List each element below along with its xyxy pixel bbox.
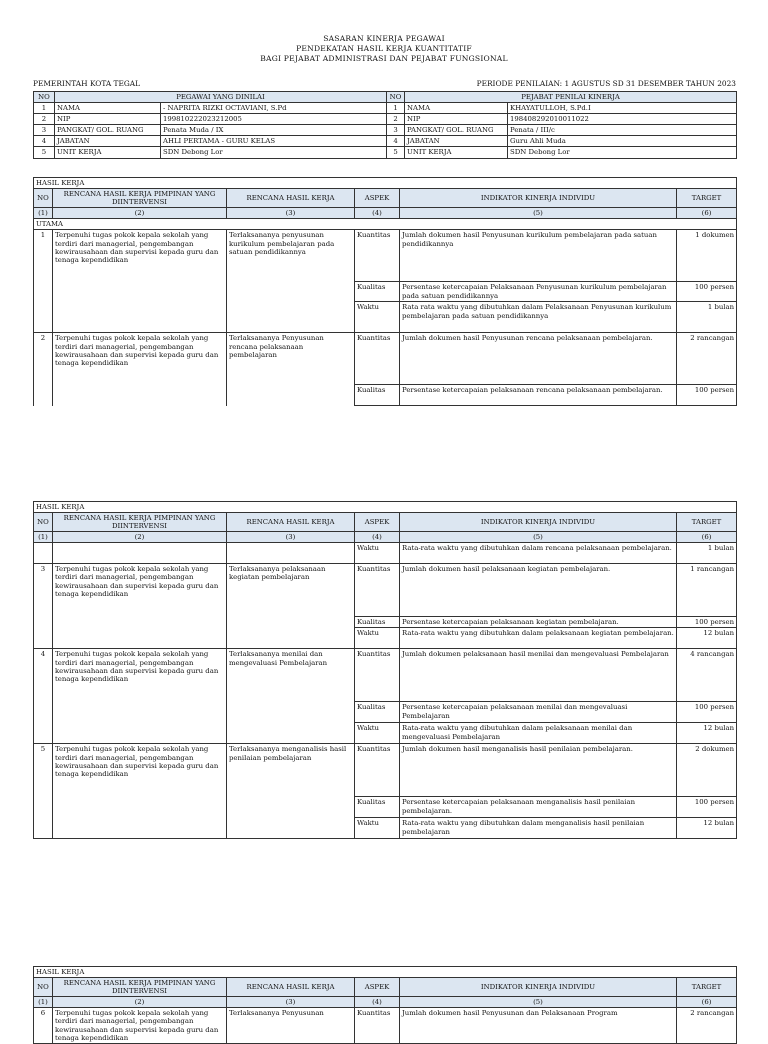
- dinilai-value: - NAPRITA RIZKI OCTAVIANI, S.Pd: [161, 103, 387, 114]
- item-no: 5: [34, 744, 53, 839]
- col-indikator: INDIKATOR KINERJA INDIVIDU: [400, 978, 677, 997]
- row-label: JABATAN: [55, 136, 161, 147]
- col-num-2: (2): [53, 532, 227, 543]
- target: 100 persen: [677, 617, 737, 628]
- col-num-1: (1): [34, 532, 53, 543]
- target: 12 bulan: [677, 818, 737, 839]
- item-no: 1: [34, 230, 53, 333]
- indikator: Persentase ketercapaian pelaksanaan menilai dan mengevaluasi Pembelajaran: [400, 702, 677, 723]
- col-target: TARGET: [677, 978, 737, 997]
- document-page-1: [0, 0, 768, 436]
- row-no: 3: [34, 125, 55, 136]
- penilai-value: SDN Debong Lor: [508, 147, 737, 158]
- col-num-1: (1): [34, 997, 53, 1008]
- rhk-continued: [227, 543, 355, 564]
- col-indikator: INDIKATOR KINERJA INDIVIDU: [400, 513, 677, 532]
- utama-row: [34, 219, 737, 230]
- table-row: [34, 564, 737, 617]
- rhk-pimpinan: Terpenuhi tugas pokok kepala sekolah yang terdiri dari managerial, pengembangan kewirausahaan dan supervisi kepada guru dan tenaga kependidikan: [53, 230, 227, 333]
- col-no: NO: [34, 513, 53, 532]
- rhk-pimpinan: Terpenuhi tugas pokok kepala sekolah yang terdiri dari managerial, pengembangan kewirausahaan dan supervisi kepada guru dan tenaga kependidikan: [53, 744, 227, 839]
- aspek: Kualitas: [355, 797, 400, 818]
- target: 2 rancangan: [677, 1008, 737, 1043]
- target: 1 dokumen: [677, 230, 737, 282]
- column-number-row: [34, 532, 737, 543]
- row-label: JABATAN: [405, 136, 508, 147]
- pegawai-header-row: [34, 92, 737, 103]
- dinilai-value: 199810222023212005: [161, 114, 387, 125]
- item-no-continued: [34, 543, 53, 564]
- col-num-4: (4): [355, 532, 400, 543]
- indikator: Jumlah dokumen hasil pelaksanaan kegiatan pembelajaran.: [400, 564, 677, 617]
- penilai-value: Guru Ahli Muda: [508, 136, 737, 147]
- title-line-1: SASARAN KINERJA PEGAWAI: [323, 34, 445, 43]
- section-hasil-kerja: HASIL KERJA: [34, 967, 737, 978]
- table-row: [34, 543, 737, 564]
- col-aspek: ASPEK: [355, 189, 400, 208]
- item-no: 6: [34, 1008, 53, 1043]
- col-num-2: (2): [53, 997, 227, 1008]
- indikator: Jumlah dokumen pelaksanaan hasil menilai dan mengevaluasi Pembelajaran: [400, 649, 677, 702]
- col-num-3: (3): [227, 997, 355, 1008]
- table-row: [34, 744, 737, 797]
- document-page-3: [0, 960, 768, 1042]
- target: 100 persen: [677, 797, 737, 818]
- aspek: Kualitas: [355, 702, 400, 723]
- indikator: Jumlah dokumen hasil menganalisis hasil penilaian pembelajaran.: [400, 744, 677, 797]
- table-row: [34, 230, 737, 282]
- pegawai-table: [33, 91, 737, 159]
- aspek: Kualitas: [355, 282, 400, 302]
- row-label: PANGKAT/ GOL. RUANG: [405, 125, 508, 136]
- col-num-2: (2): [53, 208, 227, 219]
- column-number-row: [34, 208, 737, 219]
- section-row: [34, 178, 737, 189]
- pegawai-row: [34, 147, 737, 158]
- col-num-5: (5): [400, 208, 677, 219]
- hasil-header-row: [34, 513, 737, 532]
- section-row: [34, 502, 737, 513]
- row-label: UNIT KERJA: [55, 147, 161, 158]
- indikator: Rata-rata waktu yang dibutuhkan dalam pelaksanaan kegiatan pembelajaran.: [400, 628, 677, 649]
- pegawai-row: [34, 103, 737, 114]
- indikator: Rata-rata waktu yang dibutuhkan dalam pelaksanaan menilai dan mengevaluasi Pembelajaran: [400, 723, 677, 744]
- aspek: Waktu: [355, 818, 400, 839]
- hasil-kerja-table-2: [33, 501, 737, 839]
- rhk-text: Terlaksananya Penyusunan rencana pelaksanaan pembelajaran: [227, 333, 355, 406]
- rhk-text: Terlaksananya pelaksanaan kegiatan pembelajaran: [227, 564, 355, 649]
- table-row: [34, 1008, 737, 1043]
- col-aspek: ASPEK: [355, 513, 400, 532]
- target: 100 persen: [677, 282, 737, 302]
- rhk-pimpinan-continued: [53, 543, 227, 564]
- aspek: Kuantitas: [355, 564, 400, 617]
- aspek: Kuantitas: [355, 333, 400, 385]
- utama-label: UTAMA: [34, 219, 737, 230]
- row-label: NAMA: [405, 103, 508, 114]
- document-page-2: [0, 480, 768, 880]
- dinilai-value: Penata Muda / IX: [161, 125, 387, 136]
- col-num-6: (6): [677, 532, 737, 543]
- rhk-text: Terlaksananya menilai dan mengevaluasi Pembelajaran: [227, 649, 355, 744]
- rhk-text: Terlaksananya menganalisis hasil penilaian pembelajaran: [227, 744, 355, 839]
- penilai-value: KHAYATULLOH, S.Pd.I: [508, 103, 737, 114]
- periode-label: PERIODE PENILAIAN: 1 AGUSTUS SD 31 DESEMBER TAHUN 2023: [476, 79, 736, 88]
- row-no: 2: [34, 114, 55, 125]
- heading-dinilai: PEGAWAI YANG DINILAI: [55, 92, 387, 103]
- row-no: 1: [34, 103, 55, 114]
- row-label: NAMA: [55, 103, 161, 114]
- col-num-3: (3): [227, 532, 355, 543]
- target: 100 persen: [677, 385, 737, 406]
- row-no: 5: [387, 147, 405, 158]
- table-row: [34, 333, 737, 385]
- col-num-5: (5): [400, 532, 677, 543]
- target: 4 rancangan: [677, 649, 737, 702]
- title-line-3: BAGI PEJABAT ADMINISTRASI DAN PEJABAT FUNGSIONAL: [260, 54, 508, 63]
- aspek: Waktu: [355, 628, 400, 649]
- col-no: NO: [34, 92, 55, 103]
- target: 1 bulan: [677, 543, 737, 564]
- col-num-1: (1): [34, 208, 53, 219]
- aspek: Waktu: [355, 302, 400, 333]
- col-target: TARGET: [677, 189, 737, 208]
- table-row: [34, 649, 737, 702]
- row-no: 4: [387, 136, 405, 147]
- title-line-2: PENDEKATAN HASIL KERJA KUANTITATIF: [296, 44, 472, 53]
- aspek: Waktu: [355, 543, 400, 564]
- aspek: Kuantitas: [355, 230, 400, 282]
- aspek: Kualitas: [355, 385, 400, 406]
- target: 12 bulan: [677, 628, 737, 649]
- dinilai-value: AHLI PERTAMA - GURU KELAS: [161, 136, 387, 147]
- instansi-label: PEMERINTAH KOTA TEGAL: [33, 79, 141, 88]
- hasil-kerja-table-1: [33, 177, 737, 406]
- col-rhk: RENCANA HASIL KERJA: [227, 189, 355, 208]
- aspek: Kuantitas: [355, 744, 400, 797]
- row-no: 4: [34, 136, 55, 147]
- indikator: Persentase ketercapaian pelaksanaan rencana pelaksanaan pembelajaran.: [400, 385, 677, 406]
- rhk-pimpinan: Terpenuhi tugas pokok kepala sekolah yang terdiri dari managerial, pengembangan kewirausahaan dan supervisi kepada guru dan tenaga kependidikan: [53, 564, 227, 649]
- indikator: Rata-rata waktu yang dibutuhkan dalam rencana pelaksanaan pembelajaran.: [400, 543, 677, 564]
- heading-penilai: PEJABAT PENILAI KINERJA: [405, 92, 737, 103]
- col-target: TARGET: [677, 513, 737, 532]
- target: 1 bulan: [677, 302, 737, 333]
- rhk-text: Terlaksananya penyusunan kurikulum pembelajaran pada satuan pendidikannya: [227, 230, 355, 333]
- aspek: Waktu: [355, 723, 400, 744]
- indikator: Jumlah dokumen hasil Penyusunan dan Pelaksanaan Program: [400, 1008, 677, 1043]
- col-rhk-pimpinan: RENCANA HASIL KERJA PIMPINAN YANG DIINTERVENSI: [53, 513, 227, 532]
- col-num-3: (3): [227, 208, 355, 219]
- item-no: 4: [34, 649, 53, 744]
- col-aspek: ASPEK: [355, 978, 400, 997]
- indikator: Jumlah dokumen hasil Penyusunan kurikulum pembelajaran pada satuan pendidikannya: [400, 230, 677, 282]
- row-no: 1: [387, 103, 405, 114]
- indikator: Persentase ketercapaian pelaksanaan kegiatan pembelajaran.: [400, 617, 677, 628]
- penilai-value: Penata / III/c: [508, 125, 737, 136]
- hasil-kerja-table-3: [33, 966, 737, 1044]
- col-indikator: INDIKATOR KINERJA INDIVIDU: [400, 189, 677, 208]
- col-rhk: RENCANA HASIL KERJA: [227, 513, 355, 532]
- item-no: 3: [34, 564, 53, 649]
- rhk-pimpinan: Terpenuhi tugas pokok kepala sekolah yang terdiri dari managerial, pengembangan kewirausahaan dan supervisi kepada guru dan tenaga kependidikan: [53, 1008, 227, 1043]
- col-rhk-pimpinan: RENCANA HASIL KERJA PIMPINAN YANG DIINTERVENSI: [53, 978, 227, 997]
- pegawai-row: [34, 114, 737, 125]
- target: 2 rancangan: [677, 333, 737, 385]
- row-label: NIP: [405, 114, 508, 125]
- section-hasil-kerja: HASIL KERJA: [34, 502, 737, 513]
- document-title: [0, 34, 768, 64]
- pegawai-row: [34, 136, 737, 147]
- col-rhk-pimpinan: RENCANA HASIL KERJA PIMPINAN YANG DIINTERVENSI: [53, 189, 227, 208]
- row-no: 3: [387, 125, 405, 136]
- col-num-6: (6): [677, 208, 737, 219]
- rhk-text: Terlaksananya Penyusunan: [227, 1008, 355, 1043]
- section-hasil-kerja: HASIL KERJA: [34, 178, 737, 189]
- row-label: PANGKAT/ GOL. RUANG: [55, 125, 161, 136]
- indikator: Rata rata waktu yang dibutuhkan dalam Pelaksanaan Penyusunan kurikulum pembelajaran pada satuan pendidikannya: [400, 302, 677, 333]
- rhk-pimpinan: Terpenuhi tugas pokok kepala sekolah yang terdiri dari managerial, pengembangan kewirausahaan dan supervisi kepada guru dan tenaga kependidikan: [53, 649, 227, 744]
- target: 2 dokumen: [677, 744, 737, 797]
- col-no: NO: [34, 978, 53, 997]
- col-rhk: RENCANA HASIL KERJA: [227, 978, 355, 997]
- item-no: 2: [34, 333, 53, 406]
- indikator: Rata-rata waktu yang dibutuhkan dalam menganalisis hasil penilaian pembelajaran: [400, 818, 677, 839]
- row-no: 2: [387, 114, 405, 125]
- hasil-header-row: [34, 978, 737, 997]
- col-num-4: (4): [355, 208, 400, 219]
- hasil-header-row: [34, 189, 737, 208]
- aspek: Kuantitas: [355, 649, 400, 702]
- indikator: Jumlah dokumen hasil Penyusunan rencana pelaksanaan pembelajaran.: [400, 333, 677, 385]
- col-no: NO: [34, 189, 53, 208]
- pegawai-row: [34, 125, 737, 136]
- indikator: Persentase ketercapaian pelaksanaan menganalisis hasil penilaian pembelajaran.: [400, 797, 677, 818]
- indikator: Persentase ketercapaian Pelaksanaan Penyusunan kurikulum pembelajaran pada satuan pendidikannya: [400, 282, 677, 302]
- penilai-value: 198408292010011022: [508, 114, 737, 125]
- target: 100 persen: [677, 702, 737, 723]
- col-no: NO: [387, 92, 405, 103]
- rhk-pimpinan: Terpenuhi tugas pokok kepala sekolah yang terdiri dari managerial, pengembangan kewirausahaan dan supervisi kepada guru dan tenaga kependidikan: [53, 333, 227, 406]
- dinilai-value: SDN Debong Lor: [161, 147, 387, 158]
- column-number-row: [34, 997, 737, 1008]
- section-row: [34, 967, 737, 978]
- col-num-6: (6): [677, 997, 737, 1008]
- aspek: Kualitas: [355, 617, 400, 628]
- col-num-4: (4): [355, 997, 400, 1008]
- aspek: Kuantitas: [355, 1008, 400, 1043]
- target: 1 rancangan: [677, 564, 737, 617]
- row-no: 5: [34, 147, 55, 158]
- row-label: UNIT KERJA: [405, 147, 508, 158]
- target: 12 bulan: [677, 723, 737, 744]
- row-label: NIP: [55, 114, 161, 125]
- col-num-5: (5): [400, 997, 677, 1008]
